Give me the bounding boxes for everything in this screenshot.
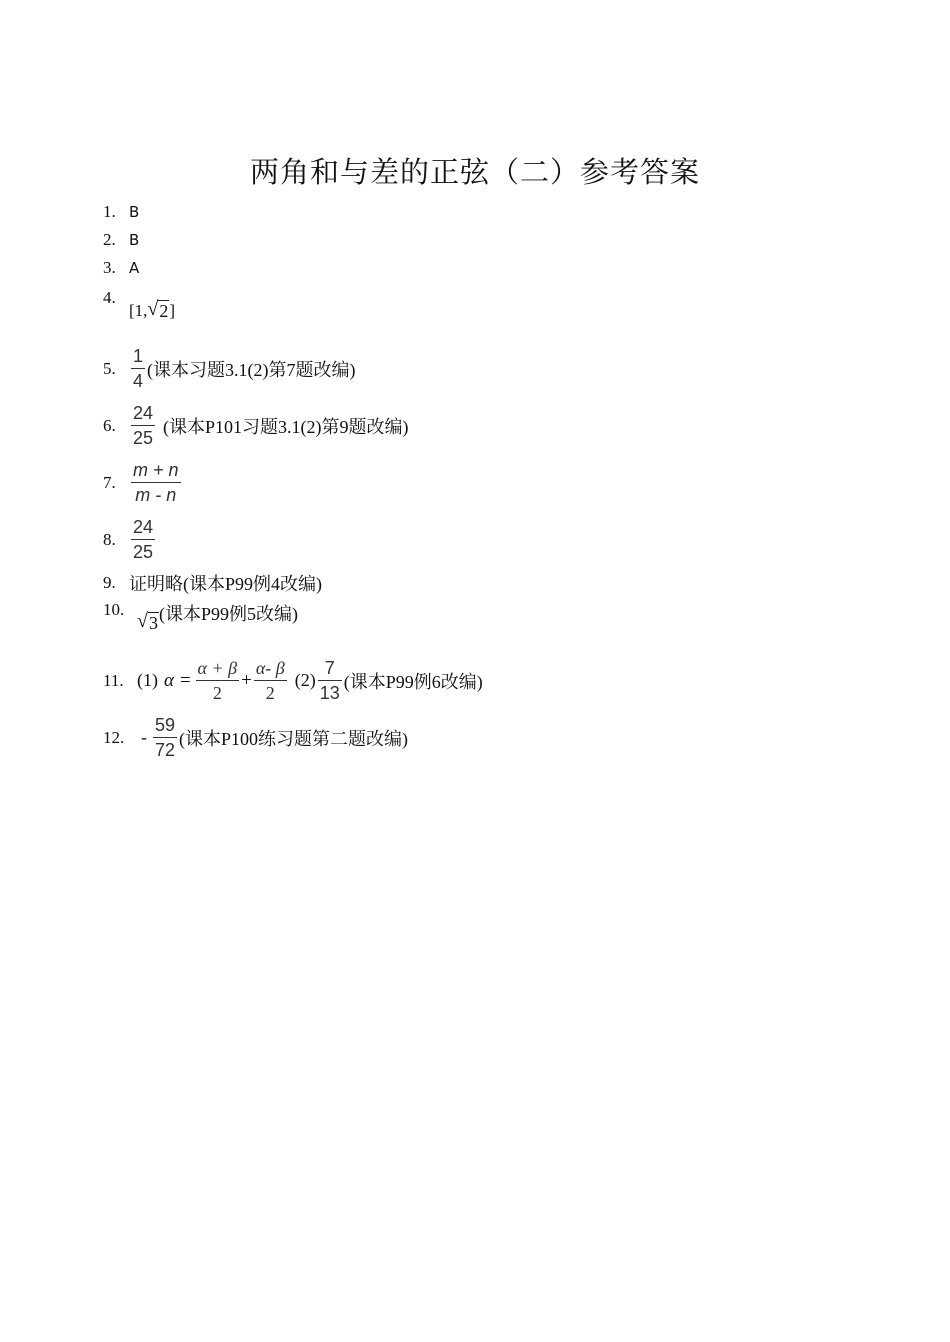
denominator: 2 [212, 683, 222, 703]
radical-sign-icon: √ [147, 298, 159, 320]
answer-4 [103, 288, 175, 321]
answer-number: 6. [103, 415, 116, 435]
answer-number: 11. [103, 670, 124, 690]
answer-number: 12. [103, 727, 125, 747]
square-root [147, 298, 169, 321]
numerator: α- β [255, 658, 285, 678]
numerator: m + n [133, 460, 179, 480]
fraction [254, 656, 287, 705]
numerator: α + β [197, 658, 238, 678]
interval-expression [129, 298, 175, 321]
equation-lhs: α = [164, 669, 192, 691]
answer-number: 3. [103, 258, 116, 277]
fraction [153, 713, 177, 762]
source-note: (课本P99例6改编) [343, 671, 483, 692]
source-note: (课本P100练习题第二题改编) [179, 728, 409, 749]
denominator: 2 [265, 683, 275, 703]
numerator: 24 [133, 403, 154, 423]
radicand: 3 [148, 613, 158, 633]
answer-text: B [129, 203, 140, 221]
fraction [196, 656, 240, 705]
fraction [131, 401, 155, 450]
answer-3 [103, 258, 139, 278]
part-1-label: (1) [137, 670, 158, 690]
answer-2 [103, 230, 139, 250]
numerator: 7 [324, 658, 335, 678]
fraction [131, 344, 145, 393]
denominator: m - n [135, 485, 177, 505]
fraction [131, 458, 181, 507]
answer-10 [103, 600, 298, 633]
answer-8 [103, 515, 157, 564]
denominator: 4 [133, 371, 144, 391]
answer-number: 5. [103, 358, 116, 378]
source-note: (课本P101习题3.1(2)第9题改编) [163, 416, 409, 437]
square-root [137, 610, 159, 633]
plus-sign: + [241, 669, 252, 691]
answer-9 [103, 570, 322, 596]
source-note: (课本P99例5改编) [158, 604, 298, 624]
page-title: 两角和与差的正弦（二）参考答案 [249, 155, 700, 189]
answer-number: 10. [103, 600, 125, 619]
radicand: 2 [159, 301, 169, 321]
fraction [131, 515, 155, 564]
interval-close: ] [169, 301, 176, 320]
numerator: 24 [133, 517, 154, 537]
denominator: 25 [133, 428, 154, 448]
negative-sign: - [141, 727, 147, 747]
answer-7 [103, 458, 183, 507]
answer-text: B [129, 231, 140, 249]
answer-number: 8. [103, 529, 116, 549]
answer-number: 9. [103, 573, 116, 592]
answer-11 [103, 656, 483, 705]
answer-12 [103, 713, 408, 762]
answer-5 [103, 344, 356, 393]
answer-number: 7. [103, 472, 116, 492]
answer-number: 1. [103, 202, 116, 221]
denominator: 25 [133, 542, 154, 562]
answer-6 [103, 401, 409, 450]
source-note: (课本习题3.1(2)第7题改编) [147, 359, 356, 380]
answer-number: 2. [103, 230, 116, 249]
denominator: 13 [319, 683, 340, 703]
part-2-label: (2) [294, 670, 316, 690]
numerator: 59 [155, 715, 176, 735]
numerator: 1 [133, 346, 144, 366]
radical-sign-icon: √ [137, 610, 148, 632]
answer-text: A [129, 259, 140, 277]
answer-number: 4. [103, 288, 116, 307]
interval-open: [1, [129, 301, 148, 320]
fraction [318, 656, 342, 705]
denominator: 72 [155, 740, 176, 760]
answer-1 [103, 202, 139, 222]
answer-text: 证明略(课本P99例4改编) [129, 574, 322, 594]
